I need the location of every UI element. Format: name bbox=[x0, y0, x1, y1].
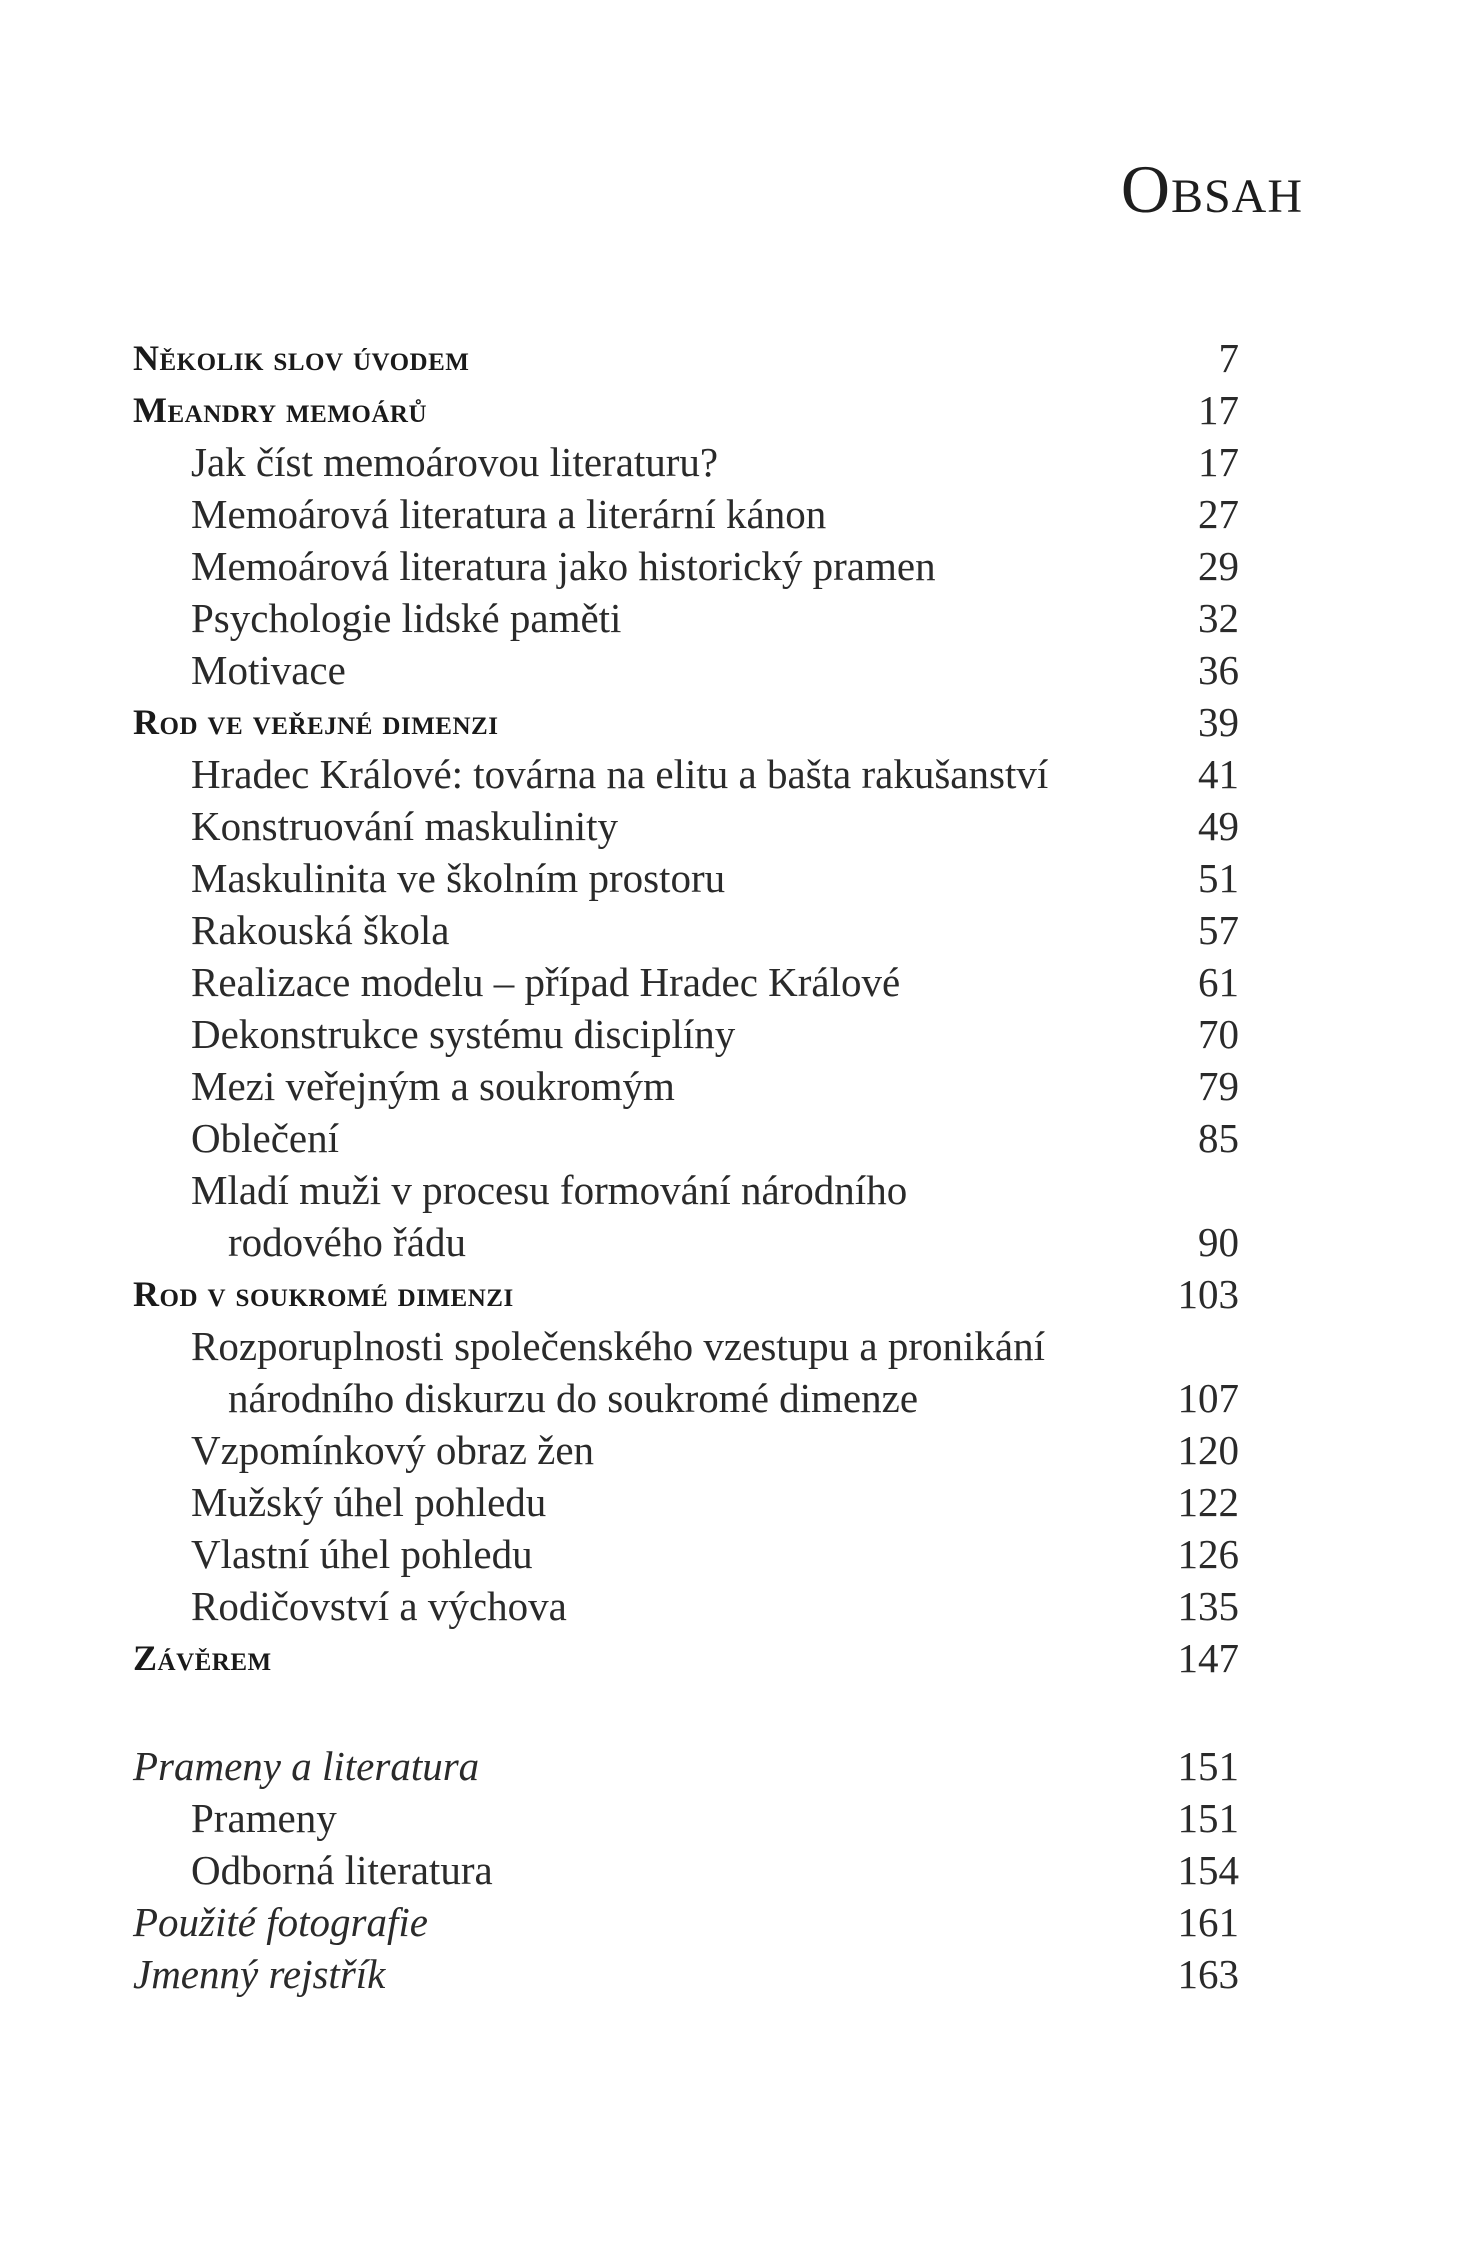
toc-page-number: 27 bbox=[1198, 491, 1239, 537]
toc-chapter-entry bbox=[133, 1268, 1239, 1320]
toc-entry-title: Rozporuplnosti společenského vzestupu a pronikání bbox=[191, 1323, 1045, 1369]
toc-entry-title: Maskulinita ve školním prostoru bbox=[191, 855, 726, 901]
toc-entry bbox=[133, 1008, 1239, 1060]
toc-entry bbox=[133, 1424, 1239, 1476]
toc-entry bbox=[133, 1844, 1239, 1896]
toc-entry-title: Rod ve veřejné dimenzi bbox=[133, 702, 499, 742]
toc-entry bbox=[133, 1792, 1239, 1844]
toc-entry bbox=[133, 488, 1239, 540]
toc-entry-title: Mezi veřejným a soukromým bbox=[191, 1063, 675, 1109]
toc-entry-title: Realizace modelu – případ Hradec Králové bbox=[191, 959, 901, 1005]
toc-page-number: 29 bbox=[1198, 543, 1239, 589]
toc-page-number: 17 bbox=[1198, 439, 1239, 485]
toc-page-number: 17 bbox=[1198, 387, 1239, 433]
toc-entry bbox=[133, 1740, 1239, 1792]
toc-page-number: 85 bbox=[1198, 1115, 1239, 1161]
page-title: Obsah bbox=[1120, 151, 1303, 227]
toc-entry-title: Prameny bbox=[191, 1795, 337, 1841]
toc-page-number: 49 bbox=[1198, 803, 1239, 849]
toc-chapter-entry bbox=[133, 384, 1239, 436]
toc-entry bbox=[133, 1580, 1239, 1632]
toc-entry bbox=[133, 956, 1239, 1008]
toc-entry-title: národního diskurzu do soukromé dimenze bbox=[228, 1375, 919, 1421]
toc-entry-title: Psychologie lidské paměti bbox=[191, 595, 622, 641]
toc-entry bbox=[133, 1060, 1239, 1112]
toc-chapter-entry bbox=[133, 696, 1239, 748]
toc-entry-title: Hradec Králové: továrna na elitu a bašta rakušanství bbox=[191, 751, 1049, 797]
toc-page-number: 61 bbox=[1198, 959, 1239, 1005]
toc-entry bbox=[133, 540, 1239, 592]
toc-page-number: 57 bbox=[1198, 907, 1239, 953]
toc-entry bbox=[133, 852, 1239, 904]
toc-entry-title: Použité fotografie bbox=[133, 1899, 428, 1945]
toc-entry bbox=[133, 1476, 1239, 1528]
toc-entry-title: Mužský úhel pohledu bbox=[191, 1479, 547, 1525]
toc-page-number: 103 bbox=[1177, 1271, 1239, 1317]
toc-page-number: 7 bbox=[1218, 335, 1239, 381]
toc-entry-title: Prameny a literatura bbox=[133, 1743, 480, 1789]
toc-page-number: 154 bbox=[1177, 1847, 1239, 1893]
toc-page-number: 147 bbox=[1177, 1635, 1239, 1681]
toc-page-number: 70 bbox=[1198, 1011, 1239, 1057]
toc-entry-title: Jmenný rejstřík bbox=[133, 1951, 386, 1997]
toc-entry bbox=[133, 904, 1239, 956]
toc-entry-title: Dekonstrukce systému disciplíny bbox=[191, 1011, 736, 1057]
toc-entry-title: Rodičovství a výchova bbox=[191, 1583, 567, 1629]
toc-entry bbox=[133, 800, 1239, 852]
toc-entry bbox=[133, 592, 1239, 644]
toc-page-number: 41 bbox=[1198, 751, 1239, 797]
toc-page-number: 161 bbox=[1177, 1899, 1239, 1945]
toc-page-number: 107 bbox=[1177, 1375, 1239, 1421]
toc-page-number: 79 bbox=[1198, 1063, 1239, 1109]
toc-entry bbox=[133, 644, 1239, 696]
toc-page-number: 122 bbox=[1177, 1479, 1239, 1525]
toc-page-number: 163 bbox=[1177, 1951, 1239, 1997]
toc-page-number: 32 bbox=[1198, 595, 1239, 641]
toc-entry-title: rodového řádu bbox=[228, 1219, 466, 1265]
toc-page-number: 126 bbox=[1177, 1531, 1239, 1577]
toc-entry-title: Rod v soukromé dimenzi bbox=[133, 1274, 514, 1314]
toc-page-number: 39 bbox=[1198, 699, 1239, 745]
toc-entry bbox=[133, 1320, 1239, 1372]
toc-page-number: 90 bbox=[1198, 1219, 1239, 1265]
toc-entry bbox=[133, 1164, 1239, 1216]
toc-entry bbox=[133, 1948, 1239, 2000]
toc-entry-title: Memoárová literatura jako historický pramen bbox=[191, 543, 936, 589]
toc-entry-title: Motivace bbox=[191, 647, 346, 693]
toc-entry-title: Několik slov úvodem bbox=[133, 338, 470, 378]
toc-page-number: 135 bbox=[1177, 1583, 1239, 1629]
toc-page-number: 36 bbox=[1198, 647, 1239, 693]
table-of-contents bbox=[133, 332, 1239, 2000]
toc-entry-title: Meandry memoárů bbox=[133, 390, 428, 430]
toc-entry-title: Mladí muži v procesu formování národního bbox=[191, 1167, 908, 1213]
toc-entry-title: Odborná literatura bbox=[191, 1847, 493, 1893]
toc-entry-title: Jak číst memoárovou literaturu? bbox=[191, 439, 719, 485]
toc-entry-title: Konstruování maskulinity bbox=[191, 803, 619, 849]
toc-chapter-entry bbox=[133, 332, 1239, 384]
toc-entry bbox=[133, 1112, 1239, 1164]
toc-page-number: 120 bbox=[1177, 1427, 1239, 1473]
toc-entry bbox=[133, 1372, 1239, 1424]
toc-entry bbox=[133, 1528, 1239, 1580]
toc-page-number: 51 bbox=[1198, 855, 1239, 901]
toc-entry-title: Závěrem bbox=[133, 1638, 272, 1678]
toc-entry-title: Rakouská škola bbox=[191, 907, 450, 953]
toc-entry bbox=[133, 436, 1239, 488]
toc-entry bbox=[133, 1216, 1239, 1268]
toc-entry-title: Vlastní úhel pohledu bbox=[191, 1531, 533, 1577]
toc-entry-title: Vzpomínkový obraz žen bbox=[191, 1427, 595, 1473]
toc-page-number: 151 bbox=[1177, 1743, 1239, 1789]
toc-page-number: 151 bbox=[1177, 1795, 1239, 1841]
toc-entry bbox=[133, 748, 1239, 800]
toc-chapter-entry bbox=[133, 1632, 1239, 1684]
toc-entry-title: Oblečení bbox=[191, 1115, 339, 1161]
toc-entry bbox=[133, 1896, 1239, 1948]
toc-entry-title: Memoárová literatura a literární kánon bbox=[191, 491, 827, 537]
